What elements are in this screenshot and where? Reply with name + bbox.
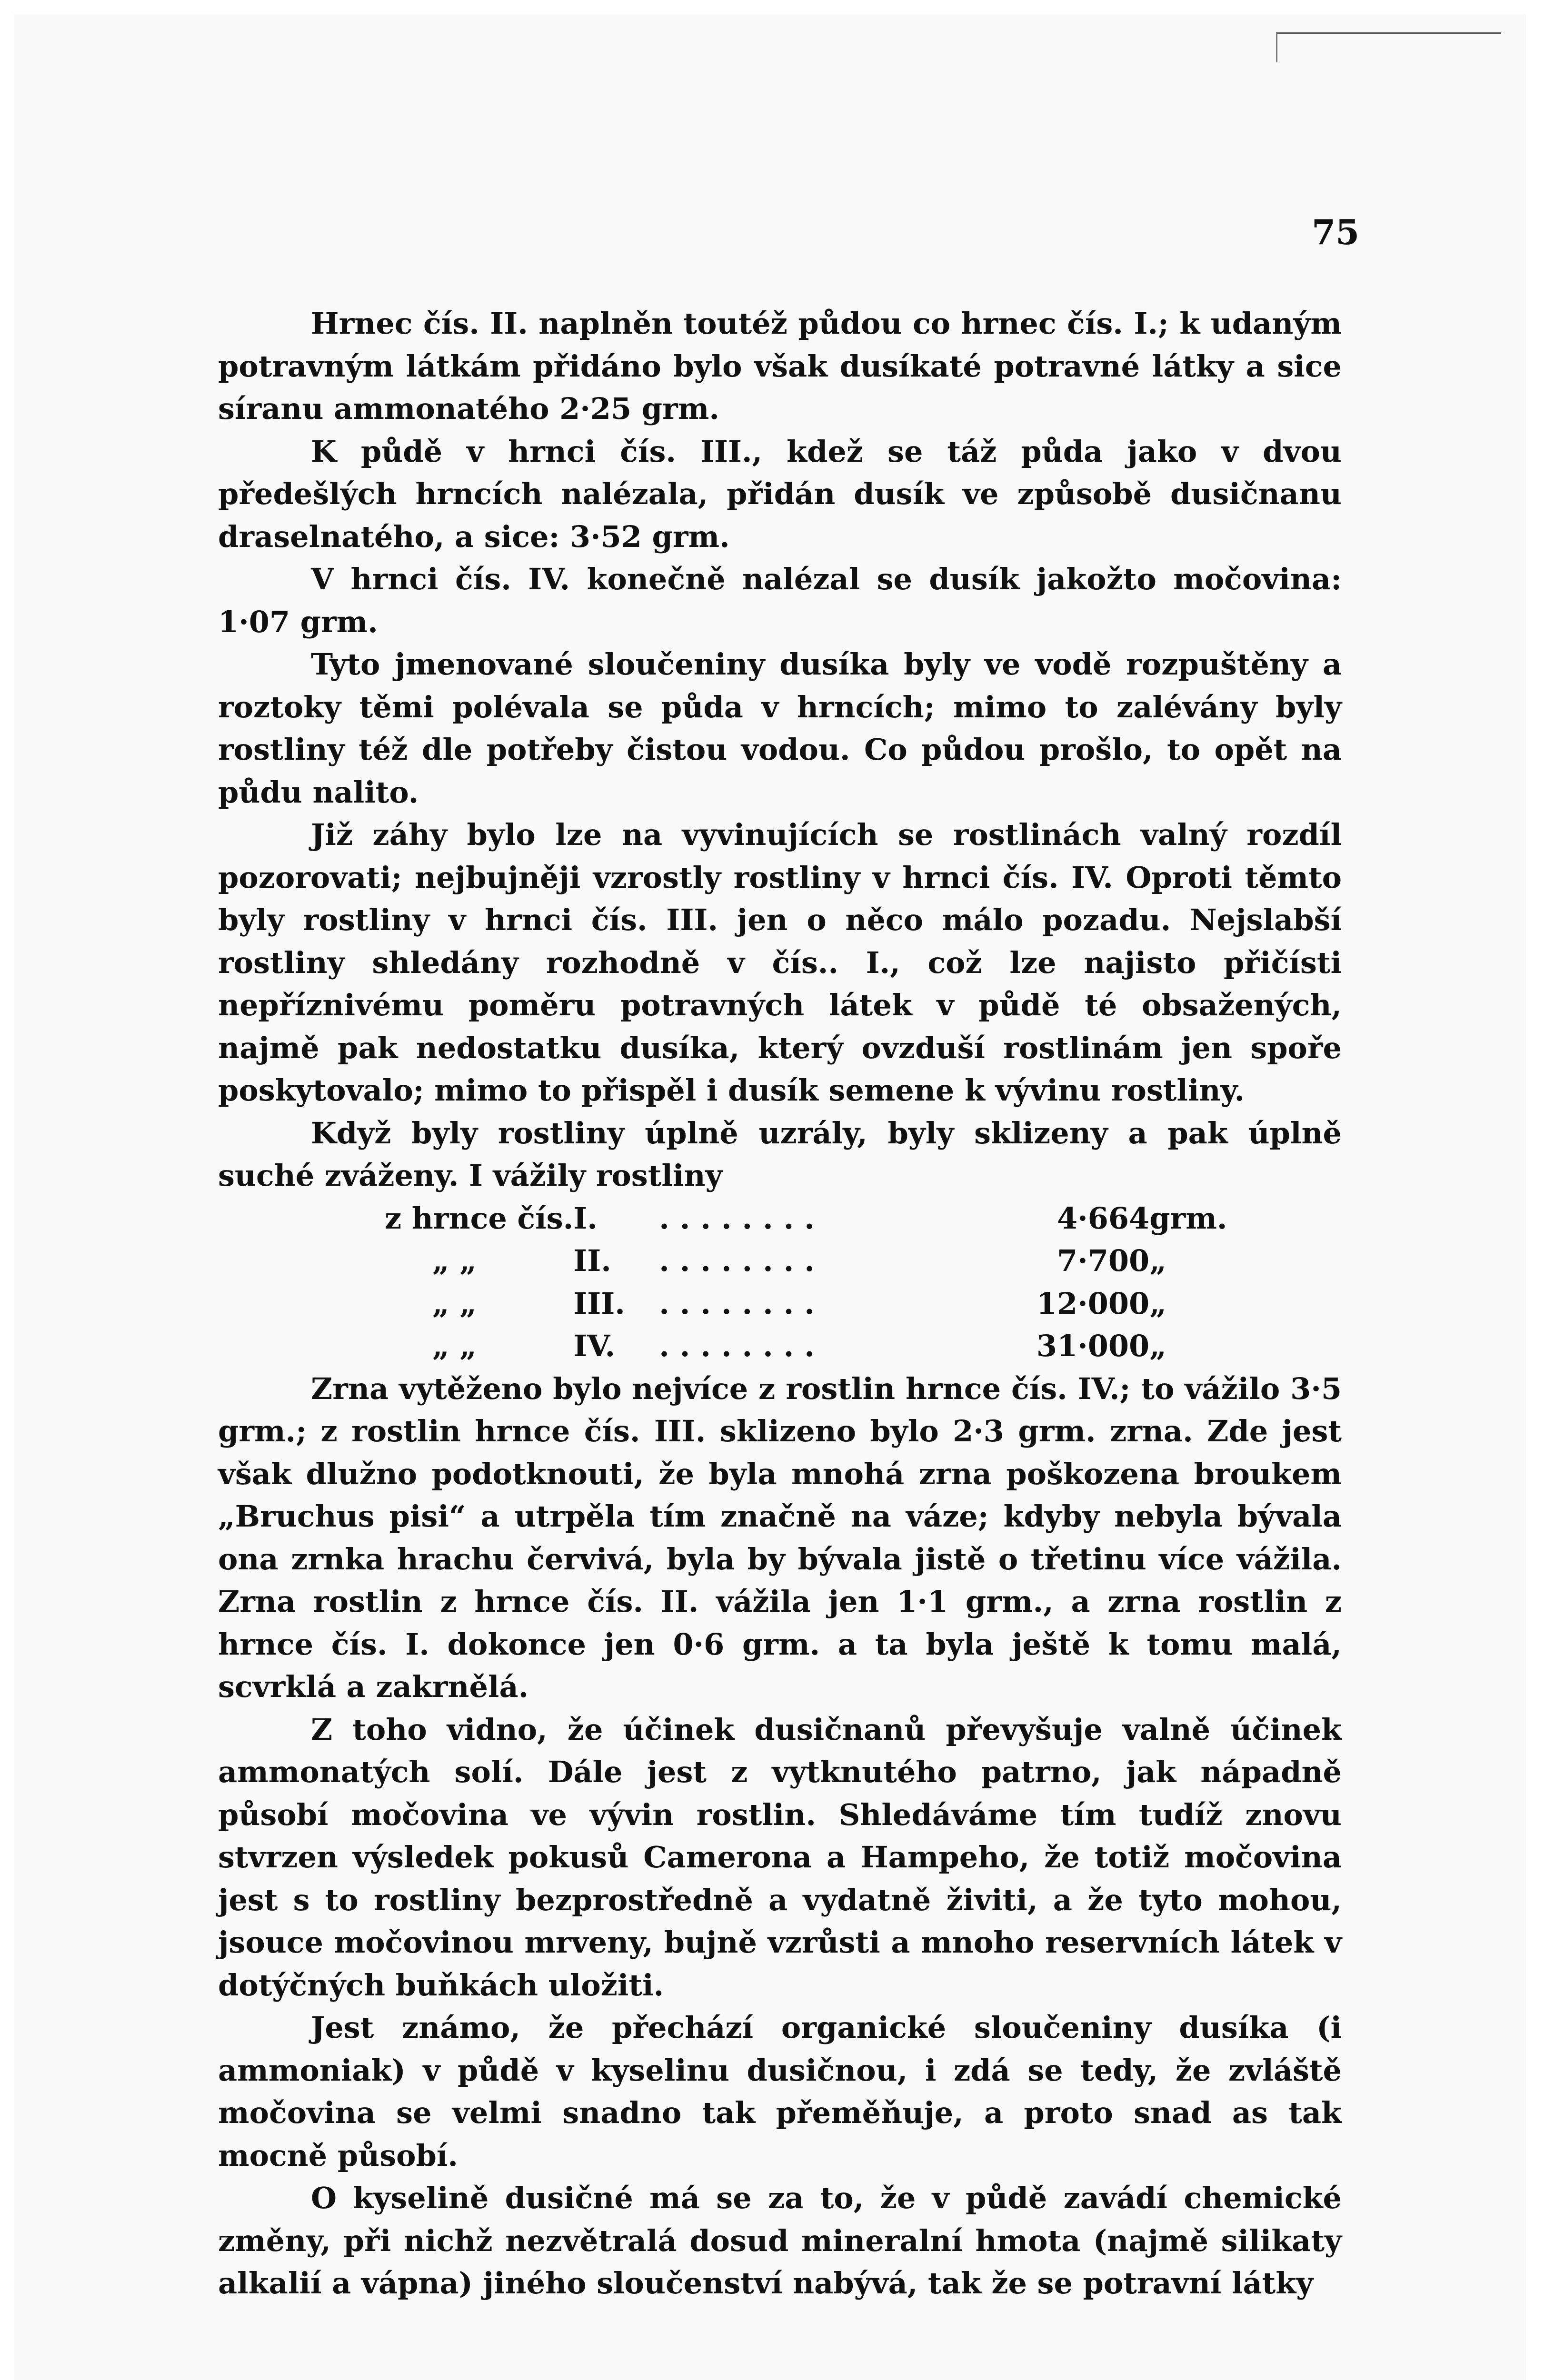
paragraph: Z toho vidno, že účinek dusičnanů převyšuje valně účinek ammonatých solí. Dále jest z vytknutého patrno, jak nápadně působí močovina ve vývin rostlin. Shledáváme tím tudíž znovu stvrzen výsledek pokusů Camerona a Hampeho, že totiž močovina jest s to rostliny bezprostředně a vydatně živiti, a že tyto mohou, jsouce močovinou mrveny, bujně vzrůsti a mnoho reservních látek v dotýčných buňkách uložiti.	[218, 1712, 1342, 2003]
weight-value: 4·664	[1057, 1200, 1150, 1236]
book-page	[14, 14, 1526, 2380]
paragraph: O kyselině dusičné má se za to, že v půdě zavádí chemické změny, při nichž nezvětralá dosud mineralní hmota (najmě silikaty alkalií a vápna) jiného sloučenství nabývá, tak že se potravní látky	[218, 2181, 1342, 2301]
pot-label: III.	[573, 1286, 625, 1321]
paragraph: V hrnci čís. IV. konečně nalézal se dusík jakožto močovina: 1·07 grm.	[218, 562, 1342, 639]
leader-dots: ........	[659, 1200, 825, 1236]
row-prefix: z hrnce čís.	[385, 1200, 574, 1236]
leader-dots: ........	[659, 1329, 825, 1363]
weight-unit: „	[1149, 1243, 1166, 1278]
paragraph: Jest známo, že přechází organické sloučeniny dusíka (i ammoniak) v půdě v kyselinu dusičnou, i zdá se tedy, že zvláště močovina se velmi snadno tak přeměňuje, a proto snad as tak mocně působí.	[218, 2010, 1342, 2173]
weights-row	[385, 1240, 1227, 1282]
row-prefix: „ „	[432, 1329, 477, 1363]
paragraph: K půdě v hrnci čís. III., kdež se táž půda jako v dvou předešlých hrncích nalézala, přidán dusík ve způsobě dusičnanu draselnatého, a sice: 3·52 grm.	[218, 434, 1342, 554]
weight-value: 7·700	[1057, 1243, 1150, 1278]
pot-label: IV.	[573, 1329, 616, 1363]
paragraph: Hrnec čís. II. naplněn toutéž půdou co hrnec čís. I.; k udaným potravným látkám přidáno bylo však dusíkaté potravné látky a sice síranu ammonatého 2·25 grm.	[218, 306, 1342, 426]
pot-label: I.	[573, 1200, 598, 1236]
paragraph: Když byly rostliny úplně uzrály, byly sklizeny a pak úplně suché zváženy. I vážily rostliny	[218, 1115, 1342, 1193]
leader-dots: ........	[659, 1243, 825, 1278]
leader-dots: ........	[659, 1286, 825, 1321]
page-body	[218, 302, 1342, 2305]
weights-row	[385, 1325, 1227, 1368]
plant-weights-table	[385, 1197, 1227, 1368]
paragraph: Tyto jmenované sloučeniny dusíka byly ve vodě rozpuštěny a roztoky těmi polévala se půda v hrncích; mimo to zalévány byly rostliny též dle potřeby čistou vodou. Co půdou prošlo, to opět na půdu nalito.	[218, 647, 1342, 810]
pot-label: II.	[573, 1243, 611, 1278]
weight-unit: „	[1149, 1329, 1166, 1363]
page-number: 75	[1312, 212, 1360, 252]
weight-unit: grm.	[1149, 1200, 1227, 1236]
row-prefix: „ „	[432, 1286, 477, 1321]
scan-edge-artifact	[1276, 32, 1501, 62]
weight-unit: „	[1149, 1286, 1166, 1321]
weight-value: 12·000	[1036, 1286, 1150, 1321]
row-prefix: „ „	[432, 1243, 477, 1278]
weights-row	[385, 1282, 1227, 1325]
weight-value: 31·000	[1036, 1329, 1150, 1363]
weights-row	[385, 1197, 1227, 1240]
paragraph: Již záhy bylo lze na vyvinujících se rostlinách valný rozdíl pozorovati; nejbujněji vzrostly rostliny v hrnci čís. IV. Oproti těmto byly rostliny v hrnci čís. III. jen o něco málo pozadu. Nejslabší rostliny shledány rozhodně v čís.. I., což lze najisto přičísti nepříznivému poměru potravných látek v půdě té obsažených, najmě pak nedostatku dusíka, který ovzduší rostlinám jen spoře poskytovalo; mimo to přispěl i dusík semene k vývinu rostliny.	[218, 817, 1342, 1108]
paragraph: Zrna vytěženo bylo nejvíce z rostlin hrnce čís. IV.; to vážilo 3·5 grm.; z rostlin hrnce čís. III. sklizeno bylo 2·3 grm. zrna. Zde jest však dlužno podotknouti, že byla mnohá zrna poškozena broukem „Bruchus pisi“ a utrpěla tím značně na váze; kdyby nebyla bývala ona zrnka hrachu červivá, byla by bývala jistě o třetinu více vážila. Zrna rostlin z hrnce čís. II. vážila jen 1·1 grm., a zrna rostlin z hrnce čís. I. dokonce jen 0·6 grm. a ta byla ještě k tomu malá, scvrklá a zakrnělá.	[218, 1371, 1342, 1704]
